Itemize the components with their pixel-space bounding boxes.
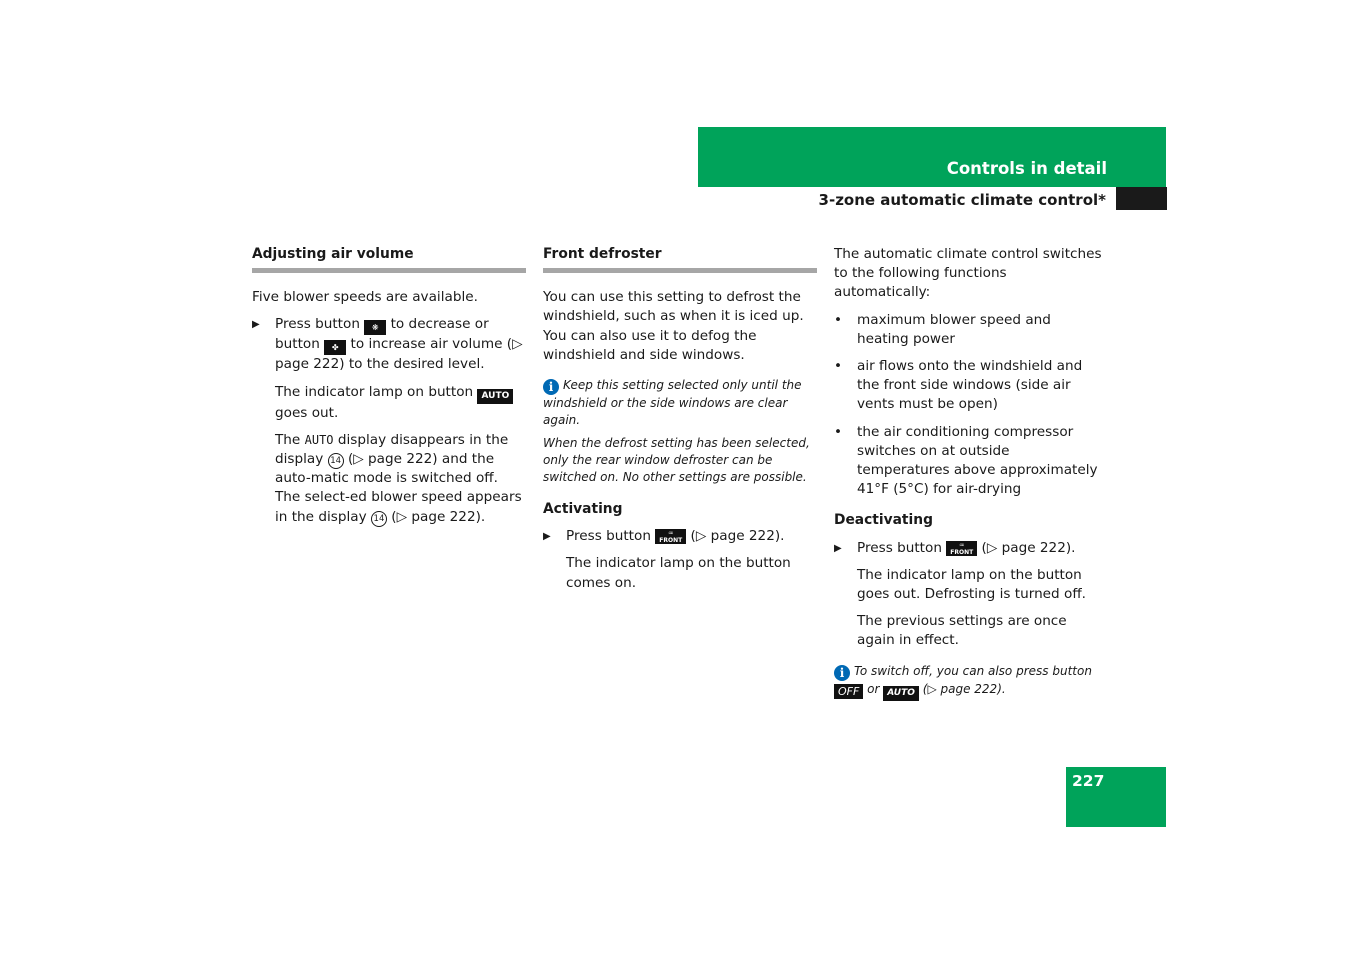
off-key-icon: OFF — [834, 684, 863, 699]
fan-decrease-key-icon: ❋ — [364, 320, 386, 335]
info-note-2: When the defrost setting has been selected, only the rear window defroster can be switched on. No other settings are possible. — [543, 436, 810, 485]
note-text: or — [867, 681, 880, 696]
front-key-label: FRONT — [950, 548, 974, 556]
page-ref-link[interactable]: page 222). — [940, 681, 1006, 696]
heading-air-volume: Adjusting air volume — [252, 245, 526, 273]
display-text: ( — [347, 451, 354, 468]
display-text: page 222) and the auto-matic mode is switched off. The select-ed blower speed appears in the display — [275, 451, 522, 525]
step-press-blower — [252, 315, 526, 374]
auto-key-icon: AUTO — [477, 389, 513, 404]
bullet-icon: • — [834, 358, 843, 375]
page-ref-icon: ▷ — [396, 508, 408, 525]
step-press-defrost — [543, 527, 817, 546]
result-text: The indicator lamp on the button goes out. Defrosting is turned off. — [857, 566, 1087, 603]
page-ref-icon: ▷ — [353, 451, 364, 468]
defrost-icon: ♒ — [668, 530, 674, 538]
step-text: ( — [690, 528, 696, 545]
front-defrost-key-icon — [946, 541, 977, 556]
step-arrow-icon: ▶ — [834, 542, 842, 554]
step-text: to decrease or button — [275, 316, 489, 353]
page-ref-icon: ▷ — [986, 539, 998, 556]
auto-key-icon: AUTO — [883, 686, 919, 701]
step-arrow-icon: ▶ — [252, 319, 260, 331]
page-ref-icon: ▷ — [512, 336, 523, 353]
display-ref-number: 14 — [371, 511, 387, 527]
fan-increase-key-icon: ✤ — [324, 340, 346, 355]
lamp-paragraph — [252, 383, 526, 423]
page-number: 227 — [1072, 772, 1105, 790]
page-ref-link[interactable]: page 222). — [1001, 539, 1076, 556]
list-item-text: the air conditioning compressor switches on at outside temperatures above approximately 41°F (5°C) for air-drying — [857, 423, 1098, 498]
bullet-icon: • — [834, 311, 843, 328]
header-band — [698, 127, 1166, 187]
info-icon: i — [834, 665, 850, 681]
bullet-icon: • — [834, 423, 843, 440]
list-item — [834, 357, 1106, 415]
display-ref-number: 14 — [328, 453, 344, 469]
list-item — [834, 311, 1106, 349]
section-title: 3-zone automatic climate control* — [818, 191, 1106, 209]
info-note — [834, 663, 1106, 701]
subheading-deactivating: Deactivating — [834, 512, 933, 529]
info-icon: i — [543, 379, 559, 395]
list-item-text: air flows onto the windshield and the front side windows (side air vents must be open) — [857, 358, 1083, 413]
intro-text: The automatic climate control switches to the following functions automatically: — [834, 246, 1102, 301]
lamp-text: goes out. — [275, 404, 339, 421]
intro-text: Five blower speeds are available. — [252, 289, 478, 306]
defrost-icon: ♒ — [959, 541, 965, 549]
note-text: ( — [922, 681, 928, 696]
page-ref-icon: ▷ — [927, 681, 937, 696]
display-text: The — [275, 431, 301, 448]
heading-front-defroster: Front defroster — [543, 245, 817, 273]
info-note — [543, 377, 817, 429]
display-text: display disappears in the display — [275, 431, 509, 468]
auto-display-label: AUTO — [304, 432, 334, 447]
page-ref-icon: ▷ — [695, 528, 707, 545]
front-key-label: FRONT — [659, 537, 683, 545]
step-text: ( — [981, 539, 987, 556]
section-tab-marker — [1116, 187, 1167, 210]
note-text: Keep this setting selected only until the windshield or the side windows are clear again. — [543, 378, 802, 428]
step-text: Press button — [566, 528, 651, 545]
result-text: The indicator lamp on the button comes on. — [566, 555, 791, 591]
display-paragraph — [252, 431, 526, 527]
page-ref-link[interactable]: page 222) to the desired level. — [275, 356, 485, 373]
result-text: The previous settings are once again in effect. — [857, 613, 1067, 649]
list-item — [834, 423, 1106, 500]
subheading-activating: Activating — [543, 501, 623, 518]
step-press-defrost-off — [834, 539, 1106, 558]
step-text: to increase air volume ( — [350, 336, 513, 353]
intro-text: You can use this setting to defrost the windshield, such as when it is iced up. You can also use it to defog the windshield and side windows. — [543, 289, 804, 363]
page-ref-link[interactable]: page 222). — [710, 528, 785, 545]
step-arrow-icon: ▶ — [543, 531, 551, 543]
column-front-defroster — [543, 245, 817, 601]
list-item-text: maximum blower speed and heating power — [857, 311, 1051, 347]
step-text: Press button — [275, 316, 360, 333]
column-air-volume — [252, 245, 526, 535]
note-text: To switch off, you can also press button — [854, 663, 1092, 678]
page-ref-link[interactable]: page 222). — [411, 508, 486, 525]
lamp-text: The indicator lamp on button — [275, 383, 474, 400]
display-text: ( — [391, 508, 397, 525]
chapter-title: Controls in detail — [946, 159, 1107, 178]
front-defrost-key-icon — [655, 529, 686, 544]
step-text: Press button — [857, 539, 942, 556]
column-automatic-functions — [834, 245, 1106, 707]
